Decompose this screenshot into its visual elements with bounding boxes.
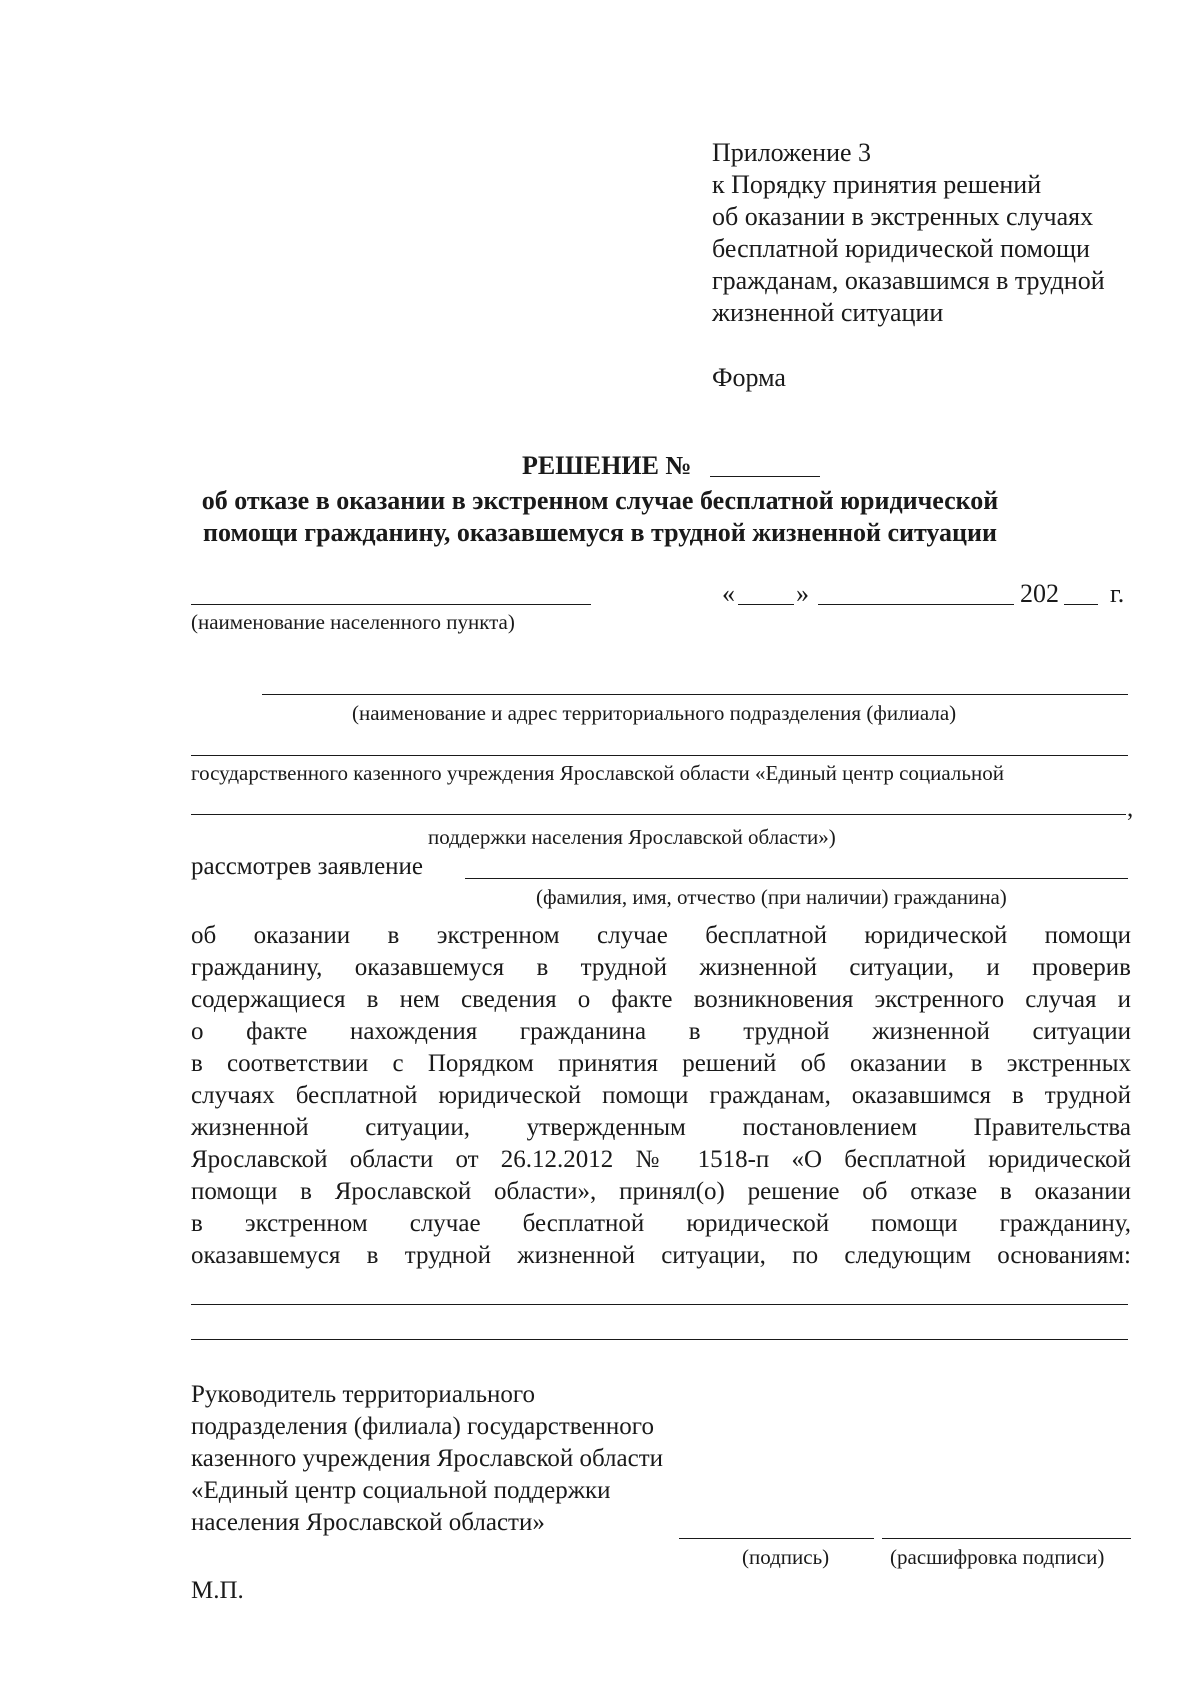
body-line: случаях бесплатной юридической помощи гражданам, оказавшимся в трудной: [191, 1082, 1131, 1109]
body-line: гражданину, оказавшемуся в трудной жизненной ситуации, и проверив: [191, 954, 1131, 981]
signatory-line: населения Ярославской области»: [191, 1509, 545, 1536]
body-line: оказавшемуся в трудной жизненной ситуации, по следующим основаниям:: [191, 1242, 1131, 1269]
signature-caption: (подпись): [742, 1545, 830, 1569]
institution-line-2: [191, 814, 1126, 815]
decision-title: РЕШЕНИЕ №: [522, 451, 692, 480]
body-line: помощи в Ярославской области», принял(о) решение об отказе в оказании: [191, 1178, 1131, 1205]
institution-comma: ,: [1127, 795, 1134, 822]
appendix-line: бесплатной юридической помощи: [712, 234, 1090, 263]
grounds-line-1: [191, 1304, 1128, 1305]
body-line: жизненной ситуации, утвержденным постановлением Правительства: [191, 1114, 1131, 1141]
appendix-line: Приложение 3: [712, 138, 872, 167]
appendix-line: к Порядку принятия решений: [712, 170, 1042, 199]
citizen-name-line: [465, 878, 1128, 879]
body-line: об оказании в экстренном случае бесплатной юридической помощи: [191, 922, 1131, 949]
appendix-block: [712, 137, 1105, 329]
appendix-line: гражданам, оказавшимся в трудной: [712, 266, 1105, 295]
decision-subtitle-line2: помощи гражданину, оказавшемуся в трудной жизненной ситуации: [203, 518, 997, 547]
date-year-prefix: 202: [1020, 579, 1059, 608]
form-label: Форма: [712, 363, 786, 392]
institution-caption-1: государственного казенного учреждения Ярославской области «Единый центр социальной: [191, 761, 1004, 785]
signatory-line: подразделения (филиала) государственного: [191, 1413, 654, 1440]
body-line: о факте нахождения гражданина в трудной жизненной ситуации: [191, 1018, 1131, 1045]
settlement-line: [191, 604, 591, 605]
signatory-line: казенного учреждения Ярославской области: [191, 1445, 664, 1472]
citizen-name-caption: (фамилия, имя, отчество (при наличии) гражданина): [536, 885, 1007, 909]
body-line: содержащиеся в нем сведения о факте возникновения экстренного случая и: [191, 986, 1131, 1013]
body-line: в соответствии с Порядком принятия решений об оказании в экстренных: [191, 1050, 1131, 1077]
signature-decode-caption: (расшифровка подписи): [890, 1545, 1105, 1569]
date-open-quote: «: [722, 579, 735, 608]
division-caption: (наименование и адрес территориального подразделения (филиала): [352, 701, 957, 725]
decision-subtitle-line1: об отказе в оказании в экстренном случае бесплатной юридической: [201, 486, 999, 515]
settlement-caption: (наименование населенного пункта): [191, 610, 515, 634]
date-year-suffix: г.: [1110, 579, 1125, 608]
date-month-line: [818, 604, 1014, 605]
appendix-line: об оказании в экстренных случаях: [712, 202, 1094, 231]
considered-label: рассмотрев заявление: [191, 853, 424, 880]
signatory-line: «Единый центр социальной поддержки: [191, 1477, 611, 1504]
seal-label: М.П.: [191, 1577, 244, 1604]
date-day-line: [738, 604, 794, 605]
date-year-line: [1064, 604, 1098, 605]
division-line: [262, 694, 1128, 695]
signature-line: [679, 1538, 874, 1539]
signature-decode-line: [882, 1538, 1131, 1539]
appendix-line: жизненной ситуации: [712, 298, 944, 327]
decision-number-line: [710, 476, 820, 477]
date-close-quote: »: [796, 579, 809, 608]
body-line: в экстренном случае бесплатной юридической помощи гражданину,: [191, 1210, 1131, 1237]
signatory-line: Руководитель территориального: [191, 1381, 536, 1408]
body-line: Ярославской области от 26.12.2012 № 1518-п «О бесплатной юридической: [191, 1146, 1131, 1173]
institution-caption-2: поддержки населения Ярославской области»): [428, 825, 836, 849]
institution-line-1: [191, 755, 1128, 756]
grounds-line-2: [191, 1339, 1128, 1340]
